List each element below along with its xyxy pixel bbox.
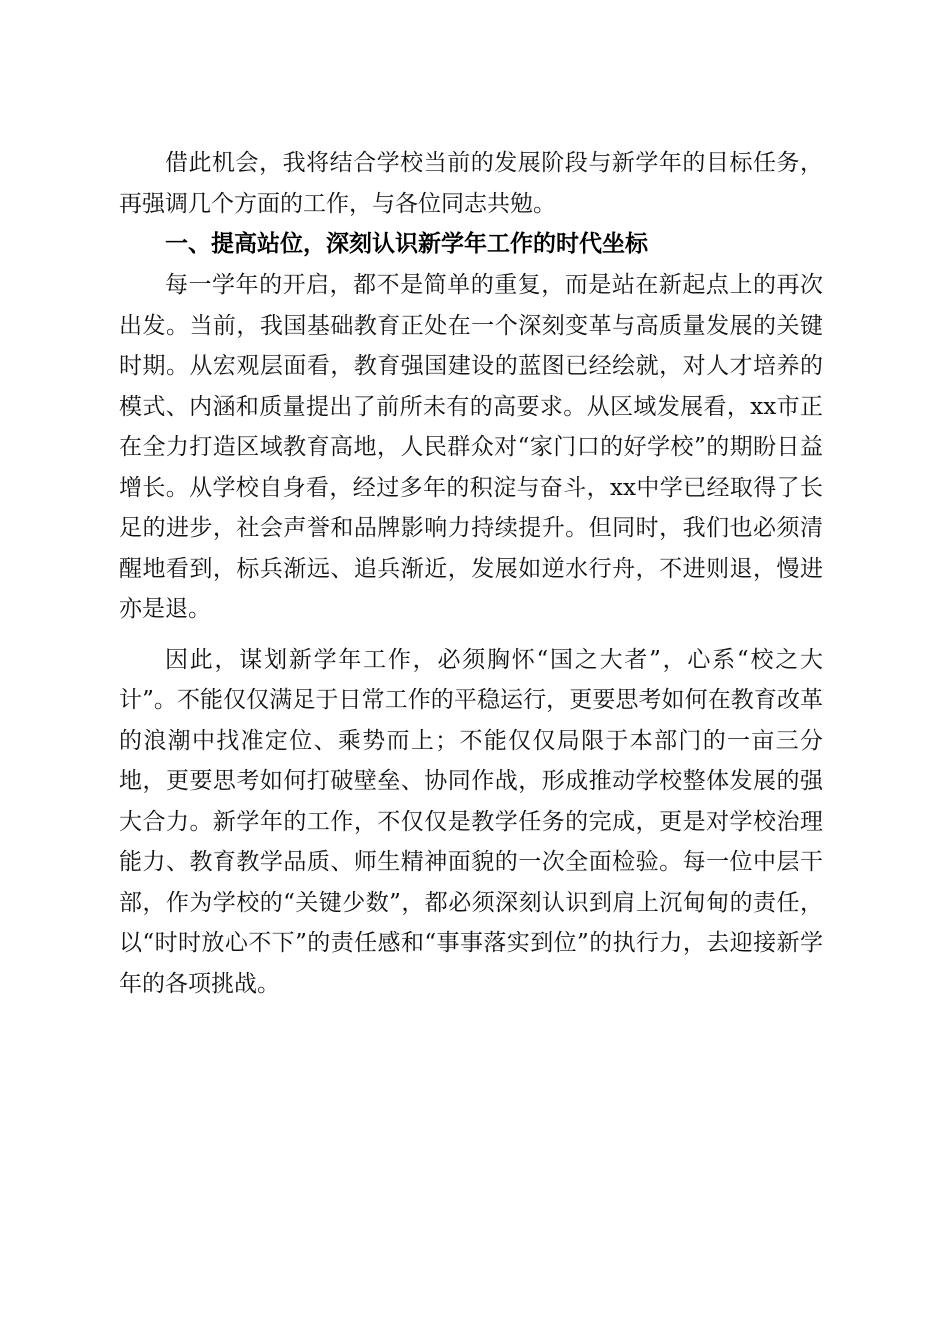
section-heading: 一、提高站位，深刻认识新学年工作的时代坐标	[165, 231, 648, 257]
intro-paragraph: 借此机会，我将结合学校当前的发展阶段与新学年的目标任务，再强调几个方面的工作，与各位同志共勉。	[119, 150, 823, 217]
body-paragraph: 每一学年的开启，都不是简单的重复，而是站在新起点上的再次出发。当前，我国基础教育正处在一个深刻变革与高质量发展的关键时期。从宏观层面看，教育强国建设的蓝图已经绘就，对人才培养的模式、内涵和质量提出了前所未有的高要求。从区域发展看，xx市正在全力打造区域教育高地，人民群众对“家门口的好学校”的期盼日益增长。从学校自身看，经过多年的积淀与奋斗，xx中学已经取得了长足的进步，社会声誉和品牌影响力持续提升。但同时，我们也必须清醒地看到，标兵渐远、追兵渐近，发展如逆水行舟，不进则退，慢进亦是退。	[119, 272, 823, 622]
document-page	[119, 143, 823, 1004]
body-paragraph: 因此，谋划新学年工作，必须胸怀“国之大者”，心系“校之大计”。不能仅仅满足于日常工作的平稳运行，更要思考如何在教育改革的浪潮中找准定位、乘势而上；不能仅仅局限于本部门的一亩三分地，更要思考如何打破壁垒、协同作战，形成推动学校整体发展的强大合力。新学年的工作，不仅仅是教学任务的完成，更是对学校治理能力、教育教学品质、师生精神面貌的一次全面检验。每一位中层干部，作为学校的“关键少数”，都必须深刻认识到肩上沉甸甸的责任，以“时时放心不下”的责任感和“事事落实到位”的执行力，去迎接新学年的各项挑战。	[119, 646, 823, 997]
